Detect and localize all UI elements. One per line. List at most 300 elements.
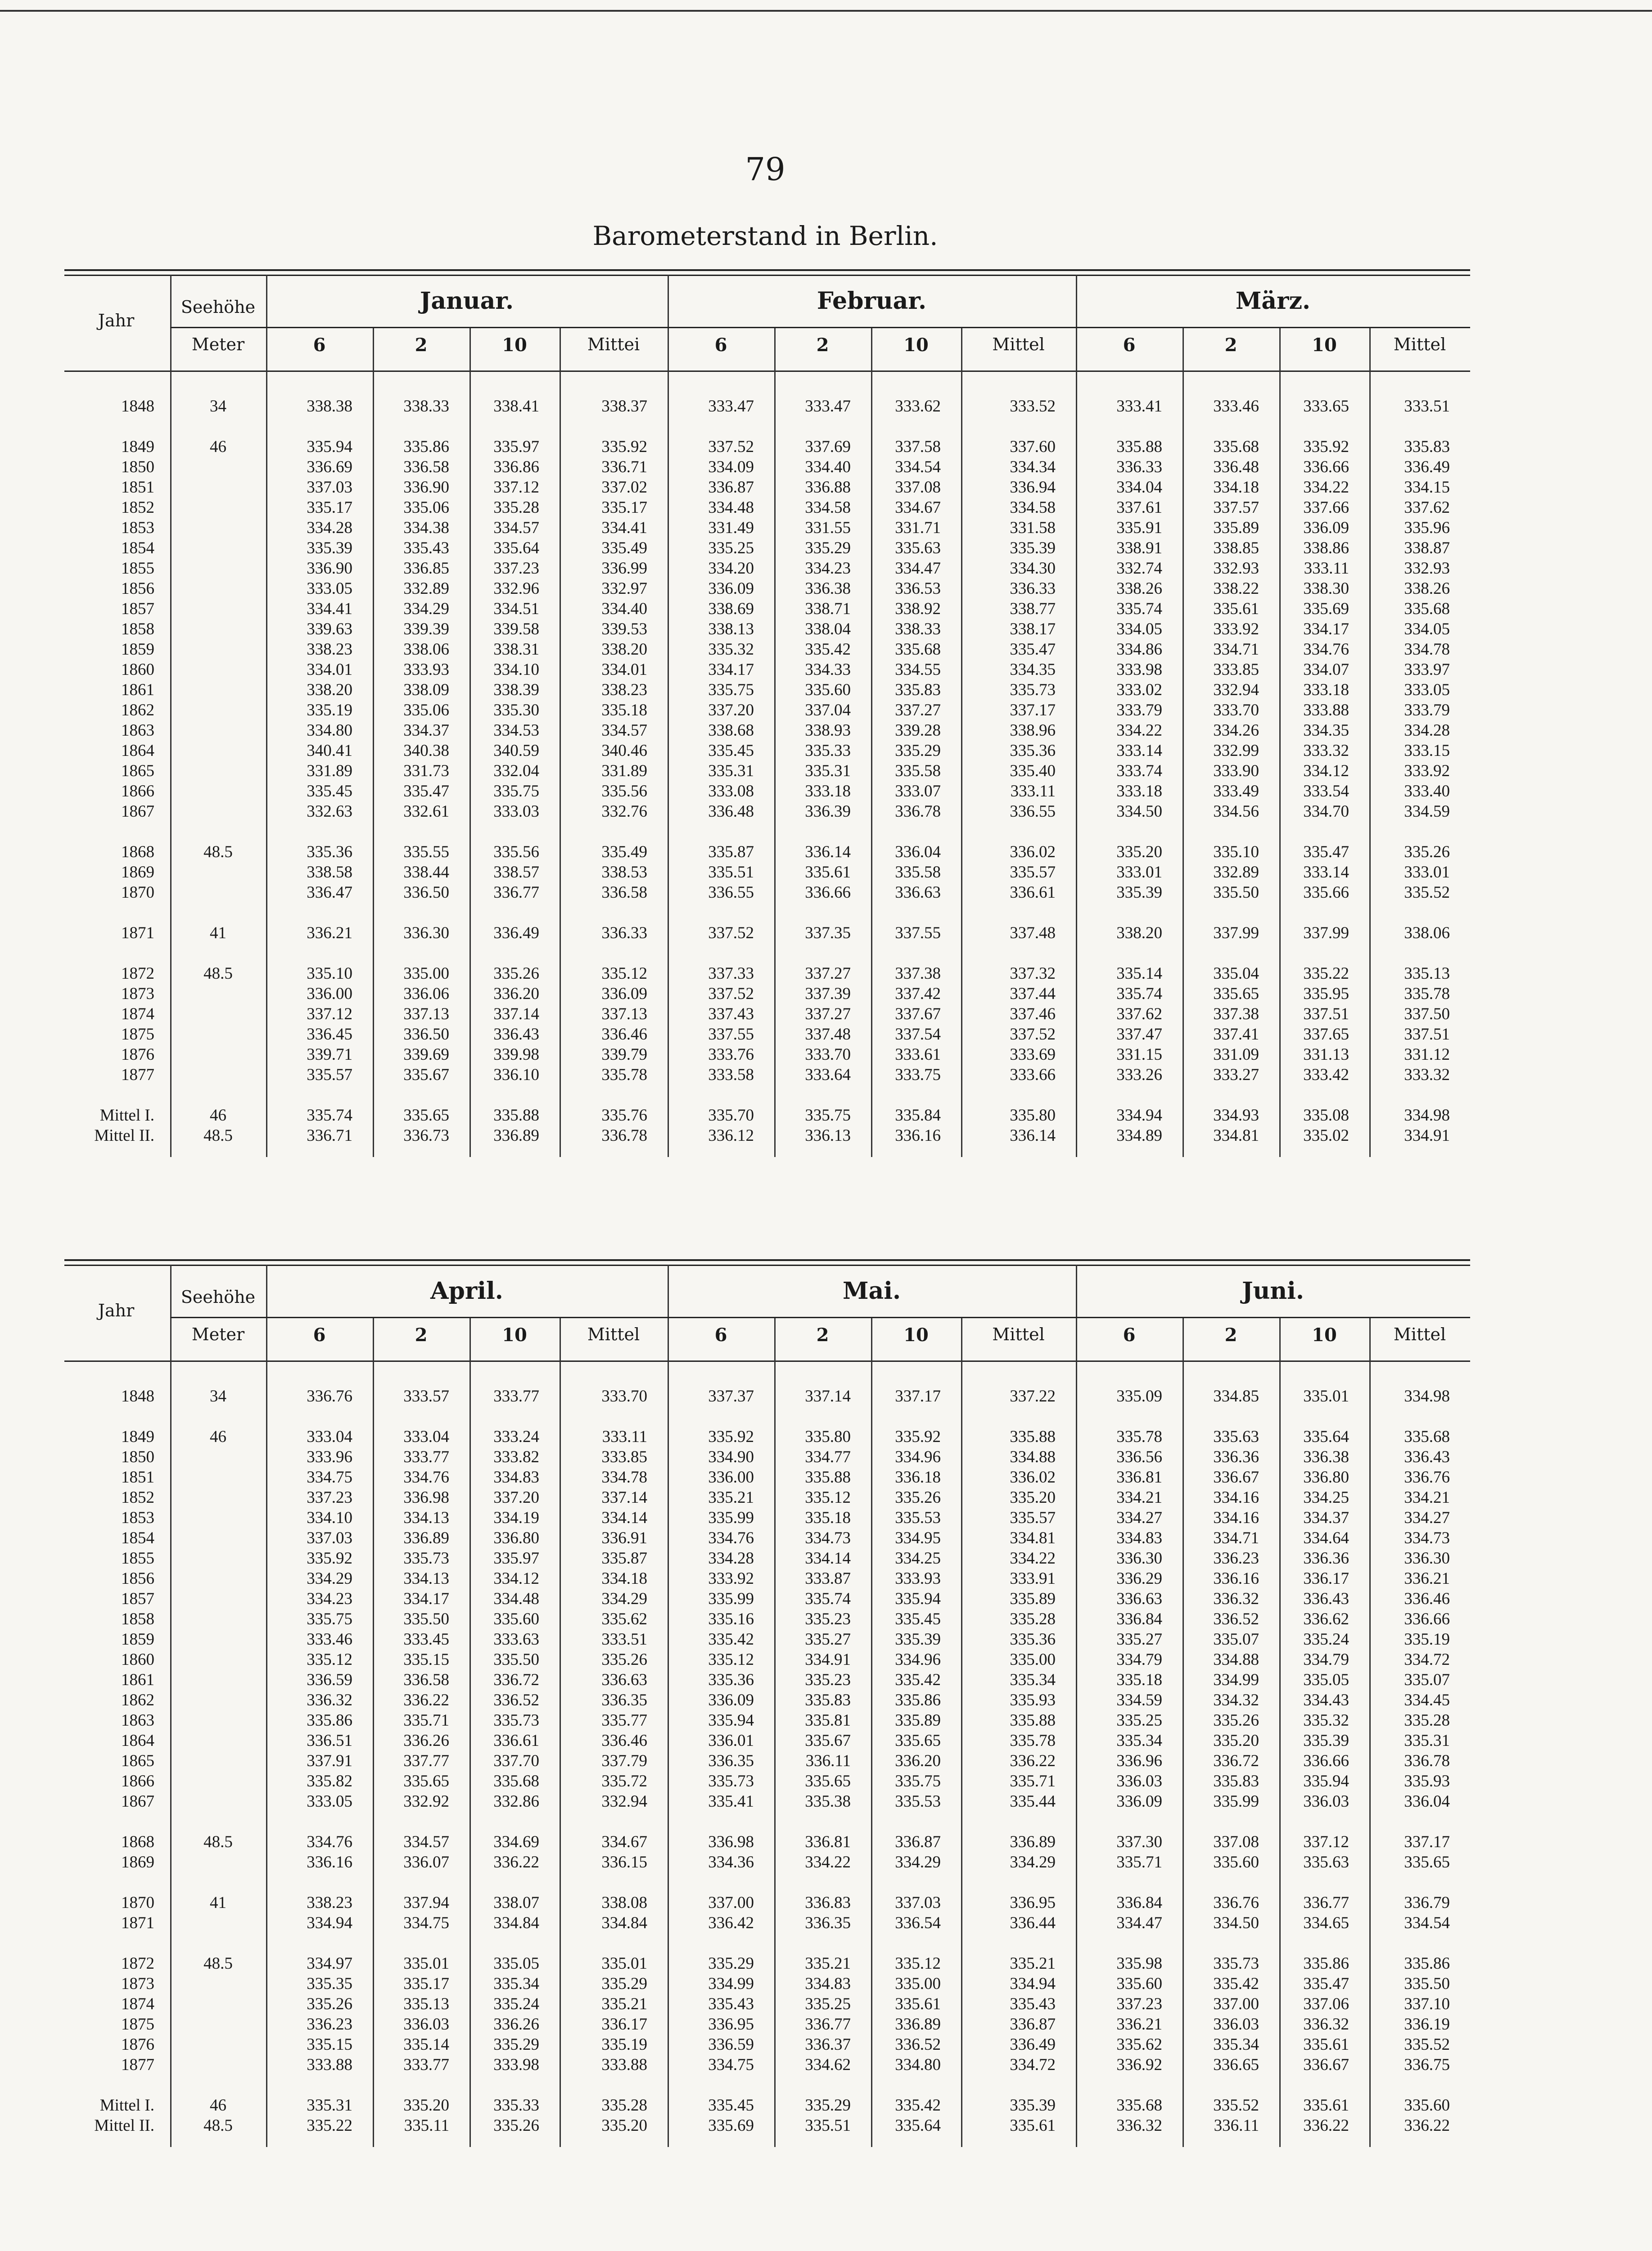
table-cell: 335.47 (1010, 640, 1056, 659)
row-spacer (170, 1812, 266, 1832)
table-cell: 334.21 (1404, 1488, 1450, 1507)
row-spacer (871, 822, 941, 842)
table-cell: 334.88 (1010, 1448, 1056, 1466)
table-cell: 338.86 (1303, 539, 1349, 557)
table-cell: 335.21 (1010, 1954, 1056, 1973)
table-cell: 333.74 (1116, 762, 1162, 780)
table-cell: 334.48 (708, 498, 754, 517)
meter-value (170, 1044, 266, 1065)
table-cell: 335.34 (493, 1975, 539, 1993)
table-cell: 334.95 (895, 1529, 941, 1547)
hour-header: Mittel (1393, 1324, 1446, 1344)
table-cell: 334.16 (1213, 1488, 1259, 1507)
table-cell: 334.40 (805, 458, 851, 476)
row-spacer (266, 2075, 352, 2095)
value-column (1183, 1386, 1259, 2136)
table-cell: 334.04 (1116, 478, 1162, 497)
table-cell: 334.29 (1010, 1853, 1056, 1871)
table-cell: 335.25 (708, 539, 754, 557)
table-cell: 336.35 (708, 1752, 754, 1770)
table-cell: 338.68 (708, 721, 754, 740)
year-label: 1855 (121, 559, 154, 578)
table-cell: 336.32 (1213, 1590, 1259, 1608)
table-cell: 334.83 (493, 1468, 539, 1487)
table-cell: 335.60 (1404, 2096, 1450, 2115)
table-cell: 335.29 (708, 1954, 754, 1973)
table-cell: 335.24 (1303, 1630, 1349, 1649)
table-cell: 335.83 (895, 681, 941, 699)
row-spacer (560, 2075, 647, 2095)
table-cell: 335.29 (805, 2096, 851, 2115)
table-cell: 332.94 (1213, 681, 1259, 699)
table-cell: 336.02 (1010, 1468, 1056, 1487)
row-spacer (170, 943, 266, 963)
year-label: 1848 (121, 1387, 154, 1406)
table-cell: 339.98 (493, 1045, 539, 1064)
table-cell: 334.30 (1010, 559, 1056, 578)
table-cell: 334.84 (601, 1914, 647, 1932)
table-cell: 337.60 (1010, 438, 1056, 456)
table-cell: 336.89 (1010, 1833, 1056, 1851)
table-cell: 336.13 (805, 1126, 851, 1145)
meter-column (170, 396, 266, 1146)
meter-value (170, 761, 266, 781)
year-label: 1877 (121, 1066, 154, 1084)
table-cell: 337.37 (708, 1387, 754, 1406)
table-cell: 334.86 (1116, 640, 1162, 659)
table-cell: 335.61 (1303, 2035, 1349, 2054)
table-cell: 337.66 (1303, 498, 1349, 517)
table-cell: 334.14 (601, 1509, 647, 1527)
table-cell: 334.51 (493, 600, 539, 618)
table-cell: 331.58 (1010, 519, 1056, 537)
year-label: 1860 (121, 660, 154, 679)
table-cell: 335.29 (601, 1975, 647, 1993)
table-cell: 340.38 (403, 741, 449, 760)
table-cell: 336.76 (1213, 1894, 1259, 1912)
table-cell: 337.30 (1116, 1833, 1162, 1851)
table-cell: 335.02 (1303, 1126, 1349, 1145)
row-spacer (961, 1812, 1056, 1832)
value-column (871, 396, 941, 1146)
table-cell: 335.89 (1010, 1590, 1056, 1608)
table-cell: 335.92 (601, 438, 647, 456)
row-spacer (1183, 1406, 1259, 1427)
table-cell: 336.33 (1116, 458, 1162, 476)
year-label: 1853 (121, 1509, 154, 1527)
table-cell: 336.12 (708, 1126, 754, 1145)
hour-header: 10 (502, 1324, 527, 1346)
year-label: 1874 (121, 1995, 154, 2013)
table-cell: 338.26 (1116, 579, 1162, 598)
table-cell: 332.92 (403, 1792, 449, 1811)
row-spacer (1076, 822, 1162, 842)
meter-value (170, 1065, 266, 1085)
table-cell: 333.70 (805, 1045, 851, 1064)
table-cell: 336.58 (403, 1671, 449, 1689)
meter-header: Meter (191, 334, 245, 354)
table-cell: 334.47 (1116, 1914, 1162, 1932)
table-cell: 336.92 (1116, 2056, 1162, 2074)
table-cell: 333.77 (403, 1448, 449, 1466)
year-label: Mittel II. (94, 1126, 154, 1145)
meter-value: 34 (210, 1387, 226, 1406)
table-cell: 335.75 (708, 681, 754, 699)
table-cell: 334.73 (805, 1529, 851, 1547)
row-spacer (1369, 1406, 1450, 1427)
table-cell: 335.43 (1010, 1995, 1056, 2013)
table-cell: 335.61 (1303, 2096, 1349, 2115)
table-cell: 335.96 (1404, 519, 1450, 537)
meter-value: 41 (210, 1894, 226, 1912)
table-cell: 333.69 (1010, 1045, 1056, 1064)
table-cell: 334.22 (1303, 478, 1349, 497)
table-cell: 336.23 (1213, 1549, 1259, 1568)
table-cell: 333.62 (895, 397, 941, 416)
table-rule (64, 1265, 1470, 1266)
year-label: 1863 (121, 721, 154, 740)
table-cell: 335.39 (1116, 883, 1162, 902)
table-cell: 336.33 (1010, 579, 1056, 598)
row-spacer (1076, 2075, 1162, 2095)
value-column (871, 1386, 941, 2136)
table-cell: 335.83 (1213, 1772, 1259, 1790)
table-cell: 336.75 (1404, 2056, 1450, 2074)
row-spacer (266, 1872, 352, 1893)
year-label: 1854 (121, 539, 154, 557)
table-cell: 337.62 (1116, 1005, 1162, 1023)
table-cell: 335.61 (805, 863, 851, 881)
table-cell: 335.64 (1303, 1428, 1349, 1446)
row-spacer (1369, 943, 1450, 963)
year-label: 1856 (121, 1569, 154, 1588)
table-cell: 332.61 (403, 802, 449, 821)
table-cell: 332.86 (493, 1792, 539, 1811)
row-spacer (469, 903, 539, 923)
row-spacer (668, 903, 754, 923)
table-cell: 339.39 (403, 620, 449, 638)
table-cell: 337.20 (493, 1488, 539, 1507)
table-cell: 333.46 (1213, 397, 1259, 416)
table-cell: 334.37 (403, 721, 449, 740)
table-cell: 335.87 (708, 843, 754, 861)
table-cell: 336.89 (403, 1529, 449, 1547)
table-cell: 337.55 (895, 924, 941, 942)
row-spacer (64, 416, 154, 437)
row-spacer (774, 1933, 851, 1953)
table-cell: 335.26 (895, 1488, 941, 1507)
table-cell: 336.42 (708, 1914, 754, 1932)
row-spacer (64, 1933, 154, 1953)
table-cell: 336.11 (1214, 2116, 1259, 2135)
hour-header: 10 (502, 334, 527, 356)
table-cell: 332.96 (493, 579, 539, 598)
table-cell: 336.83 (805, 1894, 851, 1912)
year-column (64, 396, 154, 1146)
table-cell: 338.31 (493, 640, 539, 659)
row-spacer (64, 1872, 154, 1893)
meter-value (170, 1568, 266, 1589)
row-spacer (1183, 1085, 1259, 1105)
table-cell: 337.48 (805, 1025, 851, 1044)
table-cell: 336.19 (1404, 2015, 1450, 2034)
row-spacer (961, 416, 1056, 437)
table-cell: 337.04 (805, 701, 851, 719)
table-cell: 337.51 (1303, 1005, 1349, 1023)
table-cell: 336.84 (1116, 1894, 1162, 1912)
table-cell: 335.49 (601, 539, 647, 557)
table-cell: 334.76 (403, 1468, 449, 1487)
table-cell: 335.42 (805, 640, 851, 659)
table-cell: 336.01 (708, 1731, 754, 1750)
month-header: März. (1235, 287, 1311, 315)
row-spacer (774, 1085, 851, 1105)
table-cell: 334.88 (1213, 1650, 1259, 1669)
table-cell: 336.84 (1116, 1610, 1162, 1628)
table-cell: 335.56 (493, 843, 539, 861)
year-label: 1848 (121, 397, 154, 416)
table-cell: 335.47 (1303, 1975, 1349, 1993)
table-cell: 335.41 (708, 1792, 754, 1811)
year-label: 1871 (121, 924, 154, 942)
table-cell: 335.19 (1404, 1630, 1450, 1649)
table-cell: 336.30 (1116, 1549, 1162, 1568)
table-cell: 334.64 (1303, 1529, 1349, 1547)
year-label: 1872 (121, 964, 154, 983)
row-spacer (668, 822, 754, 842)
table-cell: 331.55 (805, 519, 851, 537)
value-column (1183, 396, 1259, 1146)
table-cell: 335.20 (1116, 843, 1162, 861)
table-cell: 336.77 (1303, 1894, 1349, 1912)
year-label: 1851 (121, 478, 154, 497)
table-cell: 334.56 (1213, 802, 1259, 821)
table-cell: 335.60 (1116, 1975, 1162, 1993)
table-cell: 337.17 (895, 1387, 941, 1406)
meter-value (170, 741, 266, 761)
table-cell: 336.58 (403, 458, 449, 476)
table-cell: 335.34 (1010, 1671, 1056, 1689)
table-cell: 335.26 (1404, 843, 1450, 861)
table-rule (64, 1259, 1470, 1261)
table-cell: 331.73 (403, 762, 449, 780)
meter-value: 48.5 (203, 2116, 233, 2135)
table-cell: 337.17 (1010, 701, 1056, 719)
meter-value: 48.5 (203, 964, 233, 983)
meter-value: 46 (210, 1106, 226, 1125)
table-cell: 335.38 (805, 1792, 851, 1811)
table-cell: 335.88 (493, 1106, 539, 1125)
table-cell: 337.55 (708, 1025, 754, 1044)
table-cell: 335.12 (805, 1488, 851, 1507)
table-cell: 333.77 (493, 1387, 539, 1406)
table-cell: 334.73 (1404, 1529, 1450, 1547)
table-cell: 334.76 (708, 1529, 754, 1547)
table-cell: 335.43 (403, 539, 449, 557)
table-cell: 335.99 (1213, 1792, 1259, 1811)
table-cell: 332.63 (307, 802, 352, 821)
table-cell: 335.75 (493, 782, 539, 800)
table-cell: 333.61 (895, 1045, 941, 1064)
table-rule (64, 269, 1470, 271)
table-cell: 333.18 (805, 782, 851, 800)
table-cell: 334.75 (307, 1468, 352, 1487)
value-column (469, 1386, 539, 2136)
table-cell: 335.52 (1404, 883, 1450, 902)
table-cell: 335.99 (708, 1509, 754, 1527)
table-cell: 335.58 (895, 762, 941, 780)
table-cell: 334.28 (1404, 721, 1450, 740)
table-cell: 335.68 (1404, 1428, 1450, 1446)
meter-value (170, 558, 266, 579)
table-cell: 337.41 (1213, 1025, 1259, 1044)
year-label: Mittel II. (94, 2116, 154, 2135)
row-spacer (266, 903, 352, 923)
year-label: 1873 (121, 1975, 154, 1993)
table-cell: 336.77 (493, 883, 539, 902)
table-cell: 336.71 (307, 1126, 352, 1145)
table-cell: 335.34 (1116, 1731, 1162, 1750)
table-cell: 338.77 (1010, 600, 1056, 618)
table-cell: 337.12 (493, 478, 539, 497)
table-cell: 337.27 (805, 964, 851, 983)
table-cell: 333.14 (1303, 863, 1349, 881)
row-spacer (64, 1085, 154, 1105)
table-cell: 338.13 (708, 620, 754, 638)
table-cell: 336.79 (1404, 1894, 1450, 1912)
table-cell: 334.75 (403, 1914, 449, 1932)
table-cell: 335.81 (805, 1711, 851, 1730)
seehoehe-header: Seehöhe (181, 297, 256, 317)
table-cell: 336.65 (1213, 2056, 1259, 2074)
table-cell: 333.40 (1404, 782, 1450, 800)
table-cell: 335.83 (805, 1691, 851, 1709)
table-cell: 335.92 (1303, 438, 1349, 456)
year-label: 1857 (121, 1590, 154, 1608)
table-cell: 336.32 (1116, 2116, 1162, 2135)
table-cell: 338.23 (601, 681, 647, 699)
row-spacer (1183, 416, 1259, 437)
meter-value (170, 619, 266, 639)
table-cell: 338.06 (403, 640, 449, 659)
hour-header: Mittel (587, 1324, 640, 1344)
table-cell: 337.58 (895, 438, 941, 456)
table-cell: 335.97 (493, 1549, 539, 1568)
meter-value (170, 781, 266, 801)
table-cell: 334.38 (403, 519, 449, 537)
table-cell: 336.43 (1303, 1590, 1349, 1608)
table-cell: 336.03 (1213, 2015, 1259, 2034)
table-cell: 335.93 (1010, 1691, 1056, 1709)
table-cell: 334.10 (307, 1509, 352, 1527)
table-cell: 335.10 (307, 964, 352, 983)
meter-value (170, 984, 266, 1004)
row-spacer (1369, 903, 1450, 923)
table-cell: 335.23 (805, 1671, 851, 1689)
table-cell: 335.76 (601, 1106, 647, 1125)
table-cell: 336.95 (1010, 1894, 1056, 1912)
table-cell: 338.57 (493, 863, 539, 881)
hour-header: Mittel (1393, 334, 1446, 354)
table-cell: 336.10 (493, 1066, 539, 1084)
row-spacer (871, 1812, 941, 1832)
year-label: 1865 (121, 762, 154, 780)
table-cell: 338.07 (493, 1894, 539, 1912)
table-cell: 336.89 (895, 2015, 941, 2034)
table-cell: 334.18 (1213, 478, 1259, 497)
table-cell: 335.53 (895, 1792, 941, 1811)
table-cell: 335.28 (601, 2096, 647, 2115)
value-column (774, 1386, 851, 2136)
year-label: 1876 (121, 2035, 154, 2054)
table-cell: 334.54 (895, 458, 941, 476)
table-cell: 335.75 (307, 1610, 352, 1628)
table-cell: 332.93 (1213, 559, 1259, 578)
table-cell: 335.39 (1010, 539, 1056, 557)
table-cell: 336.50 (403, 1025, 449, 1044)
table-cell: 334.94 (1116, 1106, 1162, 1125)
meter-value (170, 1447, 266, 1467)
row-spacer (64, 903, 154, 923)
table-cell: 334.93 (1213, 1106, 1259, 1125)
table-cell: 335.01 (403, 1954, 449, 1973)
hour-header: 10 (903, 334, 929, 356)
table-cell: 334.41 (601, 519, 647, 537)
table-cell: 336.66 (1303, 458, 1349, 476)
table-cell: 340.41 (307, 741, 352, 760)
row-spacer (871, 1872, 941, 1893)
table-cell: 337.03 (307, 1529, 352, 1547)
table-cell: 335.94 (307, 438, 352, 456)
row-spacer (668, 1812, 754, 1832)
meter-value: 46 (210, 438, 226, 456)
table-cell: 336.51 (307, 1731, 352, 1750)
table-cell: 335.20 (1010, 1488, 1056, 1507)
table-cell: 338.26 (1404, 579, 1450, 598)
table-cell: 333.27 (1213, 1066, 1259, 1084)
table-cell: 334.69 (493, 1833, 539, 1851)
table-cell: 338.85 (1213, 539, 1259, 557)
table-cell: 335.73 (493, 1711, 539, 1730)
year-label: 1868 (121, 843, 154, 861)
table-cell: 335.86 (1404, 1954, 1450, 1973)
table-cell: 335.72 (601, 1772, 647, 1790)
year-label: 1866 (121, 1772, 154, 1790)
hour-header: 6 (714, 1324, 727, 1346)
table-cell: 336.66 (1303, 1752, 1349, 1770)
year-label: 1855 (121, 1549, 154, 1568)
table-cell: 334.23 (307, 1590, 352, 1608)
table-cell: 331.15 (1116, 1045, 1162, 1064)
row-spacer (774, 903, 851, 923)
table-cell: 334.79 (1303, 1650, 1349, 1669)
table-cell: 338.96 (1010, 721, 1056, 740)
value-column (1076, 1386, 1162, 2136)
row-spacer (1076, 1933, 1162, 1953)
table-cell: 336.47 (307, 883, 352, 902)
table-cell: 335.71 (1116, 1853, 1162, 1871)
meter-value (170, 882, 266, 903)
row-spacer (1183, 1812, 1259, 1832)
table-cell: 336.52 (895, 2035, 941, 2054)
table-cell: 334.94 (307, 1914, 352, 1932)
row-spacer (774, 1406, 851, 1427)
table-cell: 332.97 (601, 579, 647, 598)
table-cell: 338.09 (403, 681, 449, 699)
table-cell: 332.94 (601, 1792, 647, 1811)
meter-value: 46 (210, 1428, 226, 1446)
table-cell: 333.01 (1116, 863, 1162, 881)
